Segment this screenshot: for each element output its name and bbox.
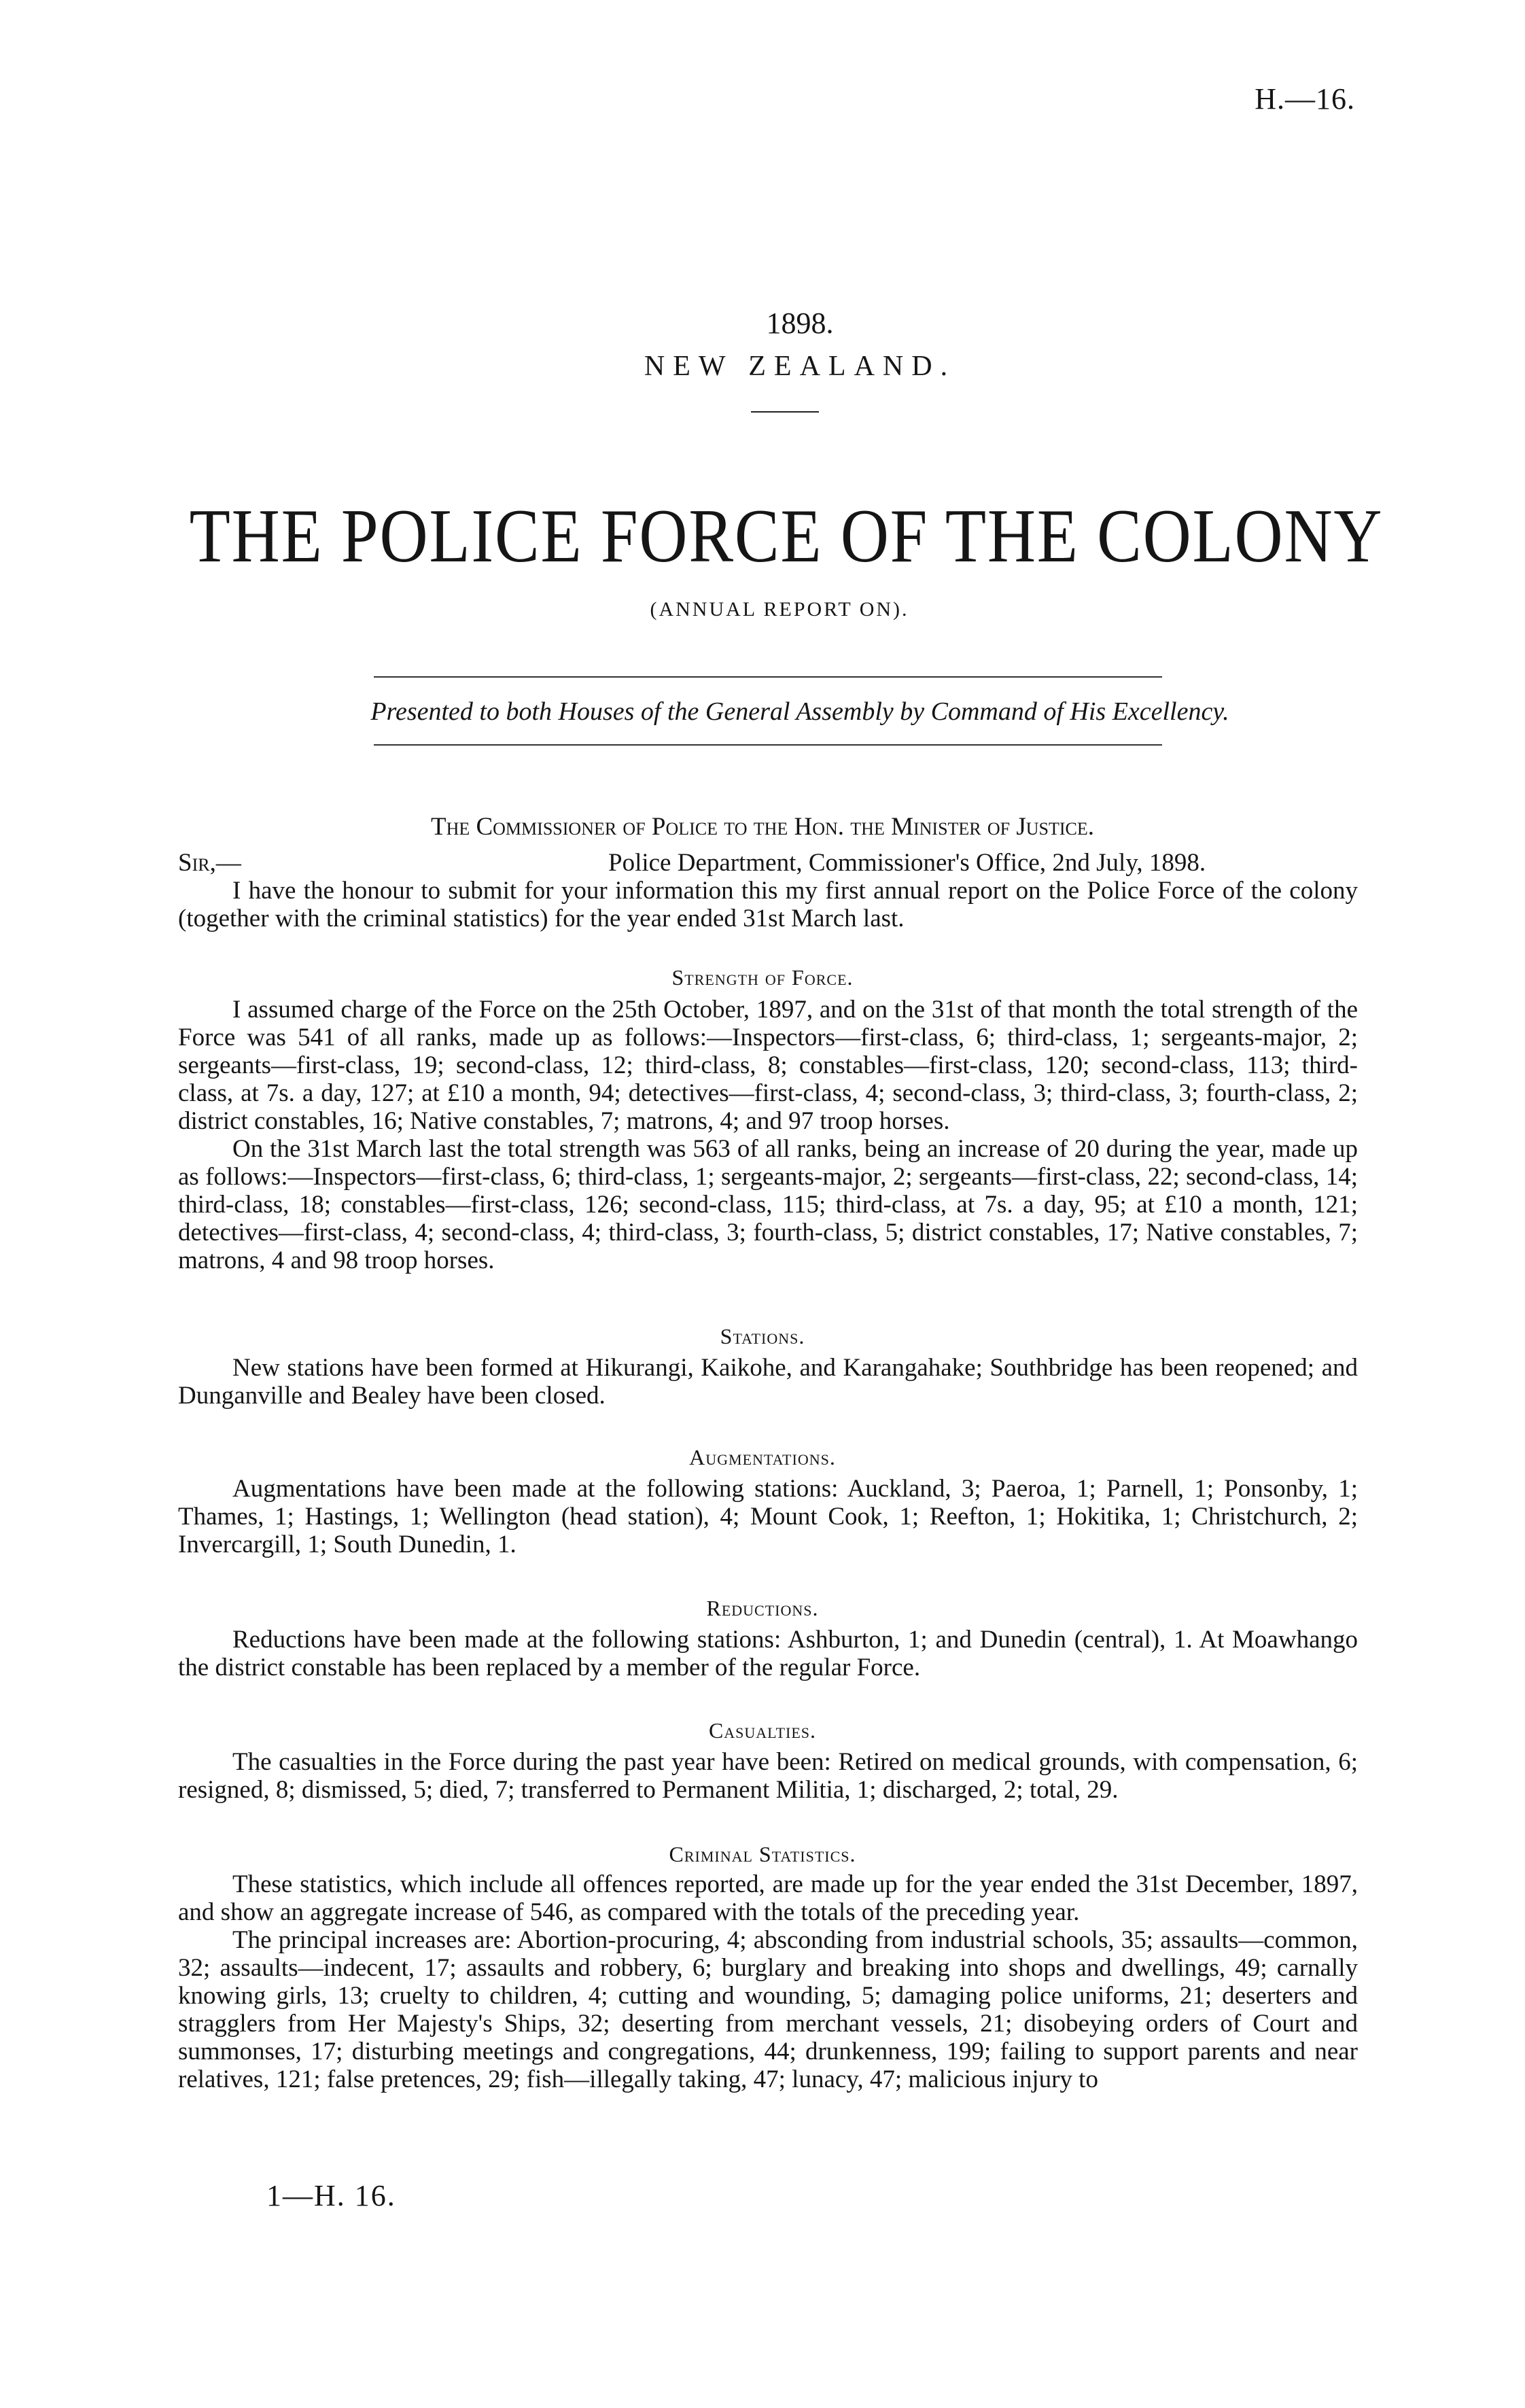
paragraph: The casualties in the Force during the past year have been: Retired on medical grounds, with compensation, 6; resigned, 8; dismissed, 5; died, 7; transferred to Permanent Militia, 1; discharged, 2; total, 29. bbox=[178, 1748, 1358, 1804]
page-subtitle: (ANNUAL REPORT ON). bbox=[650, 598, 909, 621]
divider-top bbox=[374, 676, 1162, 678]
section-heading-casualties: Casualties. bbox=[708, 1718, 817, 1743]
letter-dateline: Police Department, Commissioner's Office, 2nd July, 1898. bbox=[608, 849, 1206, 877]
paragraph: Reductions have been made at the following stations: Ashburton, 1; and Dunedin (central), 1. At Moawhango the district constable has been replaced by a member of the regular Force. bbox=[178, 1626, 1358, 1681]
paragraph: New stations have been formed at Hikurangi, Kaikohe, and Karangahake; Southbridge has been reopened; and Dunganville and Bealey have been closed. bbox=[178, 1354, 1358, 1410]
country-heading: NEW ZEALAND. bbox=[644, 351, 956, 382]
section-casualties bbox=[178, 1748, 1358, 1804]
letter-salutation: Sir,— bbox=[178, 849, 241, 877]
title-divider bbox=[751, 411, 819, 413]
letter-opening bbox=[178, 877, 1358, 932]
presented-line: Presented to both Houses of the General Assembly by Command of His Excellency. bbox=[370, 697, 1229, 726]
section-heading-reductions: Reductions. bbox=[706, 1596, 819, 1620]
section-heading-criminal: Criminal Statistics. bbox=[669, 1842, 856, 1866]
section-heading-strength: Strength of Force. bbox=[671, 965, 854, 990]
section-augmentations bbox=[178, 1475, 1358, 1558]
section-heading-stations: Stations. bbox=[720, 1324, 805, 1348]
section-strength bbox=[178, 996, 1358, 1274]
paragraph: The principal increases are: Abortion-procuring, 4; absconding from industrial schools, 35; assaults—common, 32; assaults—indecent, 17; assaults and robbery, 6; burglary and breaking into shops and dwellings, 49; carnally knowing girls, 13; cruelty to children, 4; cutting and wounding, 5; damaging police uniforms, 21; deserters and stragglers from Her Majesty's Ships, 32; deserting from merchant vessels, 21; disobeying orders of Court and summonses, 17; disturbing meetings and congregations, 44; drunkenness, 199; failing to support parents and near relatives, 121; false pretences, 29; fish—illegally taking, 47; lunacy, 47; malicious injury to bbox=[178, 1926, 1358, 2093]
section-heading-augmentations: Augmentations. bbox=[689, 1445, 836, 1469]
page-reference: H.—16. bbox=[1255, 82, 1355, 116]
paragraph: These statistics, which include all offences reported, are made up for the year ended the 31st December, 1897, and show an aggregate increase of 546, as compared with the totals of the preceding year. bbox=[178, 1870, 1358, 1926]
section-reductions bbox=[178, 1626, 1358, 1681]
paragraph: I assumed charge of the Force on the 25th October, 1897, and on the 31st of that month the total strength of the Force was 541 of all ranks, made up as follows:—Inspectors—first-class, 6; third-class, 1; sergeants-major, 2; sergeants—first-class, 19; second-class, 12; third-class, 8; constables—first-class, 120; second-class, 113; third-class, at 7s. a day, 127; at £10 a month, 94; detectives—first-class, 4; second-class, 3; third-class, 3; fourth-class, 2; district constables, 16; Native constables, 7; matrons, 4; and 97 troop horses. bbox=[178, 996, 1358, 1135]
report-year: 1898. bbox=[766, 307, 834, 340]
divider-bottom bbox=[374, 744, 1162, 746]
paragraph: On the 31st March last the total strength was 563 of all ranks, being an increase of 20 during the year, made up as follows:—Inspectors—first-class, 6; third-class, 1; sergeants-major, 2; sergeants—first-class, 22; second-class, 14; third-class, 18; constables—first-class, 126; second-class, 115; third-class, at 7s. a day, 95; at £10 a month, 121; detectives—first-class, 4; second-class, 4; third-class, 3; fourth-class, 5; district constables, 17; Native constables, 7; matrons, 4 and 98 troop horses. bbox=[178, 1135, 1358, 1274]
section-criminal bbox=[178, 1870, 1358, 2093]
paragraph: I have the honour to submit for your information this my first annual report on the Police Force of the colony (together with the criminal statistics) for the year ended 31st March last. bbox=[178, 877, 1358, 932]
paragraph: Augmentations have been made at the following stations: Auckland, 3; Paeroa, 1; Parnell, 1; Ponsonby, 1; Thames, 1; Hastings, 1; Wellington (head station), 4; Mount Cook, 1; Reefton, 1; Hokitika, 1; Christchurch, 2; Invercargill, 1; South Dunedin, 1. bbox=[178, 1475, 1358, 1558]
letter-addressee: The Commissioner of Police to the Hon. the Minister of Justice. bbox=[430, 813, 1095, 841]
page-title: THE POLICE FORCE OF THE COLONY bbox=[189, 494, 1384, 578]
section-stations bbox=[178, 1354, 1358, 1410]
page-signature: 1—H. 16. bbox=[266, 2179, 396, 2212]
